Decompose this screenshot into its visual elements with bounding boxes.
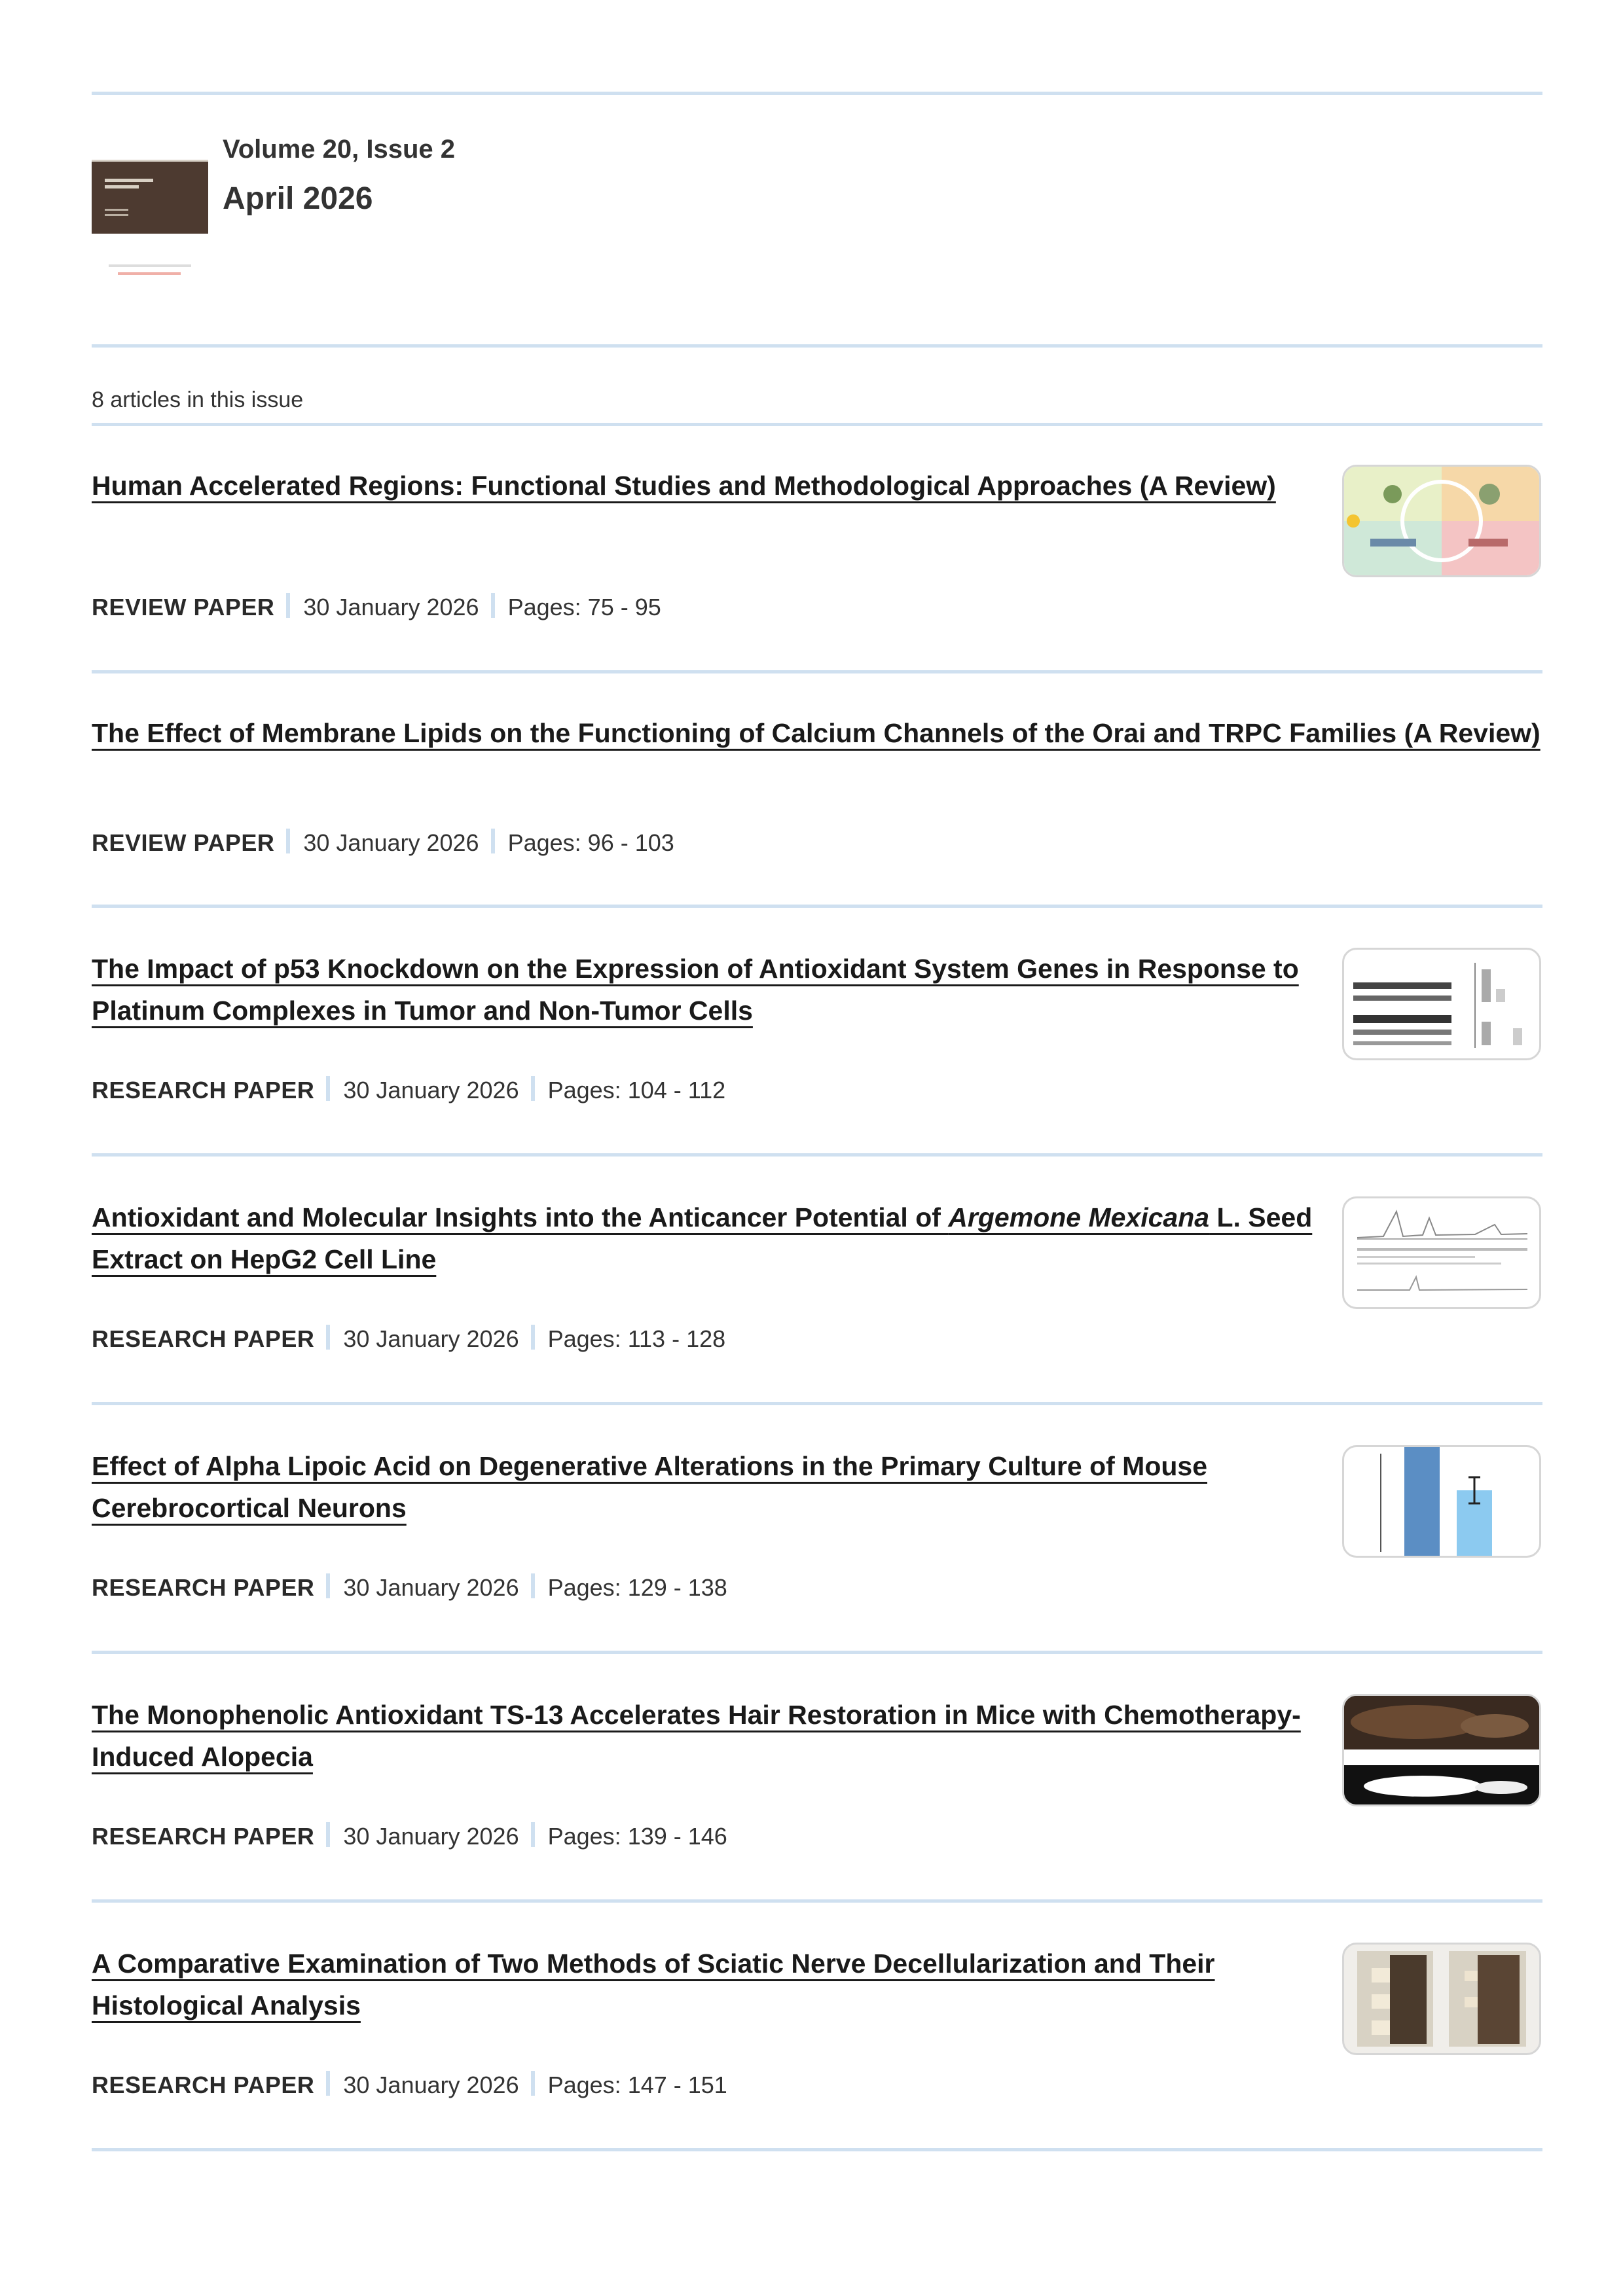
issue-volume: Volume 20, Issue 2	[223, 135, 455, 164]
article-title[interactable]: A Comparative Examination of Two Methods of Sciatic Nerve Decellularization and Their Histological Analysis	[92, 1948, 1215, 2020]
article-item	[92, 1445, 1542, 1694]
article-thumbnail[interactable]	[1342, 1196, 1541, 1309]
article-title[interactable]: The Monophenolic Antioxidant TS-13 Accelerates Hair Restoration in Mice with Chemotherapy-Induced Alopecia	[92, 1700, 1301, 1772]
article-divider	[92, 905, 1542, 908]
article-meta	[92, 1822, 727, 1850]
article-pages: Pages: 139 - 146	[547, 1823, 727, 1850]
article-date: 30 January 2026	[343, 1325, 519, 1352]
article-thumbnail[interactable]	[1342, 948, 1541, 1060]
article-pages: Pages: 129 - 138	[547, 1574, 727, 1601]
article-type: RESEARCH PAPER	[92, 1823, 315, 1850]
article-thumbnail[interactable]	[1342, 1445, 1541, 1558]
article-thumbnail[interactable]	[1342, 1943, 1541, 2055]
article-date: 30 January 2026	[343, 1077, 519, 1103]
article-type: REVIEW PAPER	[92, 829, 275, 856]
article-item	[92, 948, 1542, 1196]
article-thumbnail[interactable]	[1342, 465, 1541, 577]
article-meta	[92, 1573, 727, 1602]
article-title[interactable]: Effect of Alpha Lipoic Acid on Degenerative Alterations in the Primary Culture of Mouse Cerebrocortical Neurons	[92, 1451, 1208, 1523]
article-date: 30 January 2026	[303, 594, 479, 620]
article-item	[92, 712, 1542, 961]
article-meta	[92, 1076, 725, 1104]
top-divider	[92, 92, 1542, 95]
article-thumbnail[interactable]	[1342, 1694, 1541, 1806]
article-meta	[92, 1325, 725, 1353]
article-date: 30 January 2026	[343, 2072, 519, 2098]
article-title[interactable]: The Impact of p53 Knockdown on the Expression of Antioxidant System Genes in Response to Platinum Complexes in Tumor and Non-Tumor Cells	[92, 954, 1299, 1026]
article-divider	[92, 670, 1542, 673]
article-divider	[92, 1899, 1542, 1903]
article-pages: Pages: 104 - 112	[547, 1077, 726, 1103]
article-title[interactable]: The Effect of Membrane Lipids on the Functioning of Calcium Channels of the Orai and TRPC Families (A Review)	[92, 718, 1541, 748]
article-type: RESEARCH PAPER	[92, 1574, 315, 1601]
article-type: RESEARCH PAPER	[92, 1325, 315, 1352]
article-divider	[92, 1402, 1542, 1405]
article-divider	[92, 1651, 1542, 1654]
article-meta	[92, 593, 661, 621]
article-type: RESEARCH PAPER	[92, 2072, 315, 2098]
journal-cover-image[interactable]	[92, 160, 208, 284]
article-pages: Pages: 75 - 95	[507, 594, 661, 620]
article-item	[92, 1943, 1542, 2191]
article-meta	[92, 829, 674, 857]
article-count: 8 articles in this issue	[92, 387, 304, 412]
article-pages: Pages: 96 - 103	[507, 829, 674, 856]
issue-date: April 2026	[223, 181, 373, 216]
article-item	[92, 1694, 1542, 1943]
article-item	[92, 1196, 1542, 1445]
article-title[interactable]: Antioxidant and Molecular Insights into the Anticancer Potential of Argemone Mexicana L. Seed Extract on HepG2 Cell Line	[92, 1202, 1313, 1274]
list-divider	[92, 423, 1542, 426]
article-divider	[92, 1153, 1542, 1157]
article-pages: Pages: 113 - 128	[547, 1325, 726, 1352]
article-type: RESEARCH PAPER	[92, 1077, 315, 1103]
article-meta	[92, 2071, 727, 2099]
header-divider	[92, 344, 1542, 348]
article-date: 30 January 2026	[343, 1574, 519, 1601]
article-divider	[92, 2148, 1542, 2151]
article-date: 30 January 2026	[343, 1823, 519, 1850]
article-title[interactable]: Human Accelerated Regions: Functional Studies and Methodological Approaches (A Review)	[92, 471, 1276, 501]
article-pages: Pages: 147 - 151	[547, 2072, 727, 2098]
article-date: 30 January 2026	[303, 829, 479, 856]
article-type: REVIEW PAPER	[92, 594, 275, 620]
article-item	[92, 465, 1542, 713]
